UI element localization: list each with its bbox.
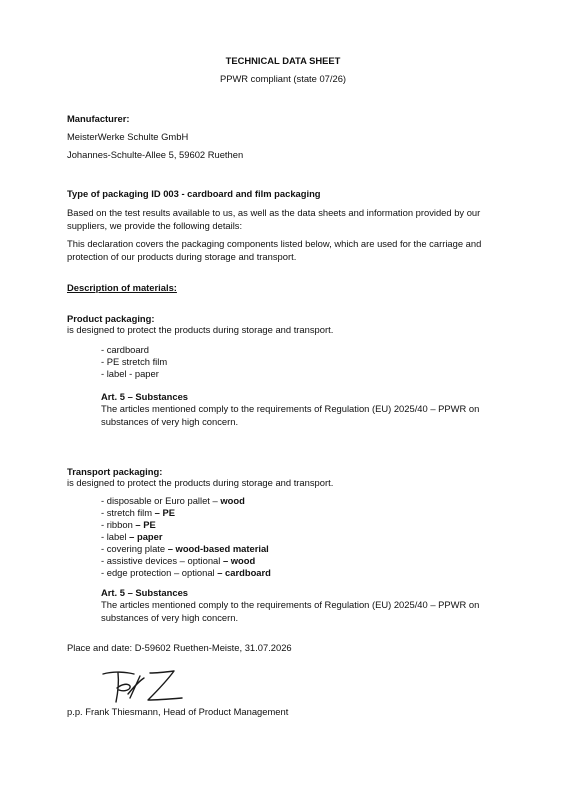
manufacturer-heading: Manufacturer: xyxy=(67,113,130,124)
list-item: - label – paper xyxy=(101,531,163,542)
transport-packaging-heading: Transport packaging: xyxy=(67,466,163,477)
product-packaging-description: is designed to protect the products during storage and transport. xyxy=(67,324,334,335)
transport-packaging-description: is designed to protect the products during storage and transport. xyxy=(67,477,334,488)
product-packaging-heading: Product packaging: xyxy=(67,313,155,324)
signatory-line: p.p. Frank Thiesmann, Head of Product Management xyxy=(67,706,289,717)
art5-text: The articles mentioned comply to the requirements of Regulation (EU) 2025/40 – PPWR on substances of very high concern. xyxy=(101,599,480,623)
document-title: TECHNICAL DATA SHEET xyxy=(225,55,341,66)
list-item: - edge protection – optional – cardboard xyxy=(101,567,271,578)
list-item: - assistive devices – optional – wood xyxy=(101,555,256,566)
art5-heading: Art. 5 – Substances xyxy=(101,587,189,598)
art5-heading: Art. 5 – Substances xyxy=(101,391,189,402)
manufacturer-address: Johannes-Schulte-Allee 5, 59602 Ruethen xyxy=(67,149,244,160)
document-subtitle: PPWR compliant (state 07/26) xyxy=(219,73,347,84)
list-item: - covering plate – wood-based material xyxy=(101,543,269,554)
art5-text: The articles mentioned comply to the requirements of Regulation (EU) 2025/40 – PPWR on substances of very high concern. xyxy=(101,403,480,427)
list-item: - ribbon – PE xyxy=(101,519,156,530)
list-item: - cardboard xyxy=(101,344,149,355)
list-item: - disposable or Euro pallet – wood xyxy=(101,495,245,506)
packaging-declaration: This declaration covers the packaging components listed below, which are used for the carriage and protection of our products during storage and transport. xyxy=(67,238,482,262)
materials-heading: Description of materials: xyxy=(67,282,177,293)
packaging-intro: Based on the test results available to us, as well as the data sheets and information provided by our suppliers, we provide the following details: xyxy=(67,207,481,231)
list-item: - PE stretch film xyxy=(101,356,168,367)
handwritten-signature xyxy=(100,668,190,706)
list-item: - stretch film – PE xyxy=(101,507,175,518)
manufacturer-name: MeisterWerke Schulte GmbH xyxy=(67,131,189,142)
list-item: - label - paper xyxy=(101,368,159,379)
packaging-type-heading: Type of packaging ID 003 - cardboard and film packaging xyxy=(67,188,321,199)
place-and-date: Place and date: D-59602 Ruethen-Meiste, 31.07.2026 xyxy=(67,642,292,653)
